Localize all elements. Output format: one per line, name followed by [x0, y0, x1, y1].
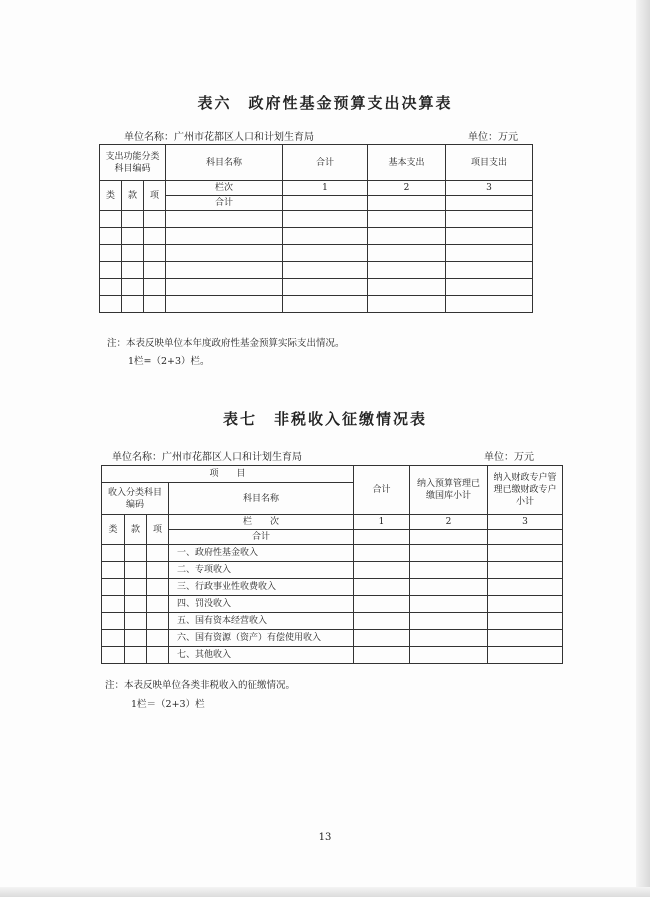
scan-edge-bottom	[0, 887, 650, 897]
table7-title: 表七 非税收入征缴情况表	[222, 410, 427, 428]
table7-unit-name: 单位名称：广州市花都区人口和计划生育局	[112, 452, 302, 463]
table6-note-2: 1栏=（2+3）栏。	[128, 356, 210, 367]
table7-row-label: 五、国有资本经营收入	[169, 613, 354, 630]
table-row	[100, 211, 533, 228]
table6-basic-header: 基本支出	[368, 145, 446, 181]
table6-subject-header: 科目名称	[166, 145, 283, 181]
table6-project-header: 项目支出	[446, 145, 533, 181]
table-row	[102, 562, 563, 579]
table7-note-2: 1栏＝（2+3）栏	[131, 699, 205, 710]
table7-lei-header: 类	[102, 515, 125, 545]
table7-item-header: 项 目	[102, 466, 354, 483]
table7-subject-header: 科目名称	[169, 483, 354, 515]
table7-code-group-header: 收入分类科目编码	[102, 483, 169, 515]
table-cell	[283, 196, 368, 211]
table6-col-label: 栏次	[166, 181, 283, 196]
table-cell	[446, 196, 533, 211]
table-row	[100, 296, 533, 313]
table-row	[100, 279, 533, 296]
scan-edge-right	[636, 0, 650, 897]
table-row	[102, 545, 563, 562]
table7-unit: 单位：万元	[484, 452, 534, 463]
table7-special-header: 纳入财政专户管理已缴财政专户小计	[488, 466, 563, 515]
table6-col-1: 1	[283, 181, 368, 196]
table7-row-label: 一、政府性基金收入	[169, 545, 354, 562]
table6-unit: 单位：万元	[468, 132, 518, 143]
table7-total-row-label: 合计	[169, 530, 354, 545]
table-row	[102, 647, 563, 664]
table6-note-1: 注：本表反映单位本年度政府性基金预算实际支出情况。	[107, 338, 345, 349]
table-row	[102, 613, 563, 630]
table7-note-1: 注：本表反映单位各类非税收入的征缴情况。	[105, 680, 296, 691]
table7-total-header: 合计	[354, 466, 410, 515]
page-number: 13	[318, 832, 332, 843]
table6-total-row-label: 合计	[166, 196, 283, 211]
table7-col-label: 栏 次	[169, 515, 354, 530]
table6-unit-name: 单位名称：广州市花都区人口和计划生育局	[124, 132, 314, 143]
table7-kuan-header: 款	[125, 515, 147, 545]
table6	[99, 144, 533, 313]
table6-title: 表六 政府性基金预算支出决算表	[197, 94, 453, 112]
table-row	[100, 228, 533, 245]
table6-kuan-header: 款	[122, 181, 144, 211]
table7-row-label: 二、专项收入	[169, 562, 354, 579]
table7	[101, 465, 563, 664]
table6-total-header: 合计	[283, 145, 368, 181]
table6-col-3: 3	[446, 181, 533, 196]
table-row	[102, 596, 563, 613]
table-row	[100, 262, 533, 279]
table7-row-label: 七、其他收入	[169, 647, 354, 664]
table7-xiang-header: 项	[147, 515, 169, 545]
table-row	[102, 630, 563, 647]
table7-col-1: 1	[354, 515, 410, 530]
table-cell	[368, 196, 446, 211]
table7-row-label: 四、罚没收入	[169, 596, 354, 613]
table6-code-group-header: 支出功能分类科目编码	[100, 145, 166, 181]
table-row	[100, 245, 533, 262]
table6-xiang-header: 项	[144, 181, 166, 211]
table7-col-2: 2	[410, 515, 488, 530]
table6-lei-header: 类	[100, 181, 122, 211]
table7-row-label: 三、行政事业性收费收入	[169, 579, 354, 596]
table-row	[102, 579, 563, 596]
table7-budget-header: 纳入预算管理已缴国库小计	[410, 466, 488, 515]
table6-col-2: 2	[368, 181, 446, 196]
table7-row-label: 六、国有资源（资产）有偿使用收入	[169, 630, 354, 647]
table7-col-3: 3	[488, 515, 563, 530]
